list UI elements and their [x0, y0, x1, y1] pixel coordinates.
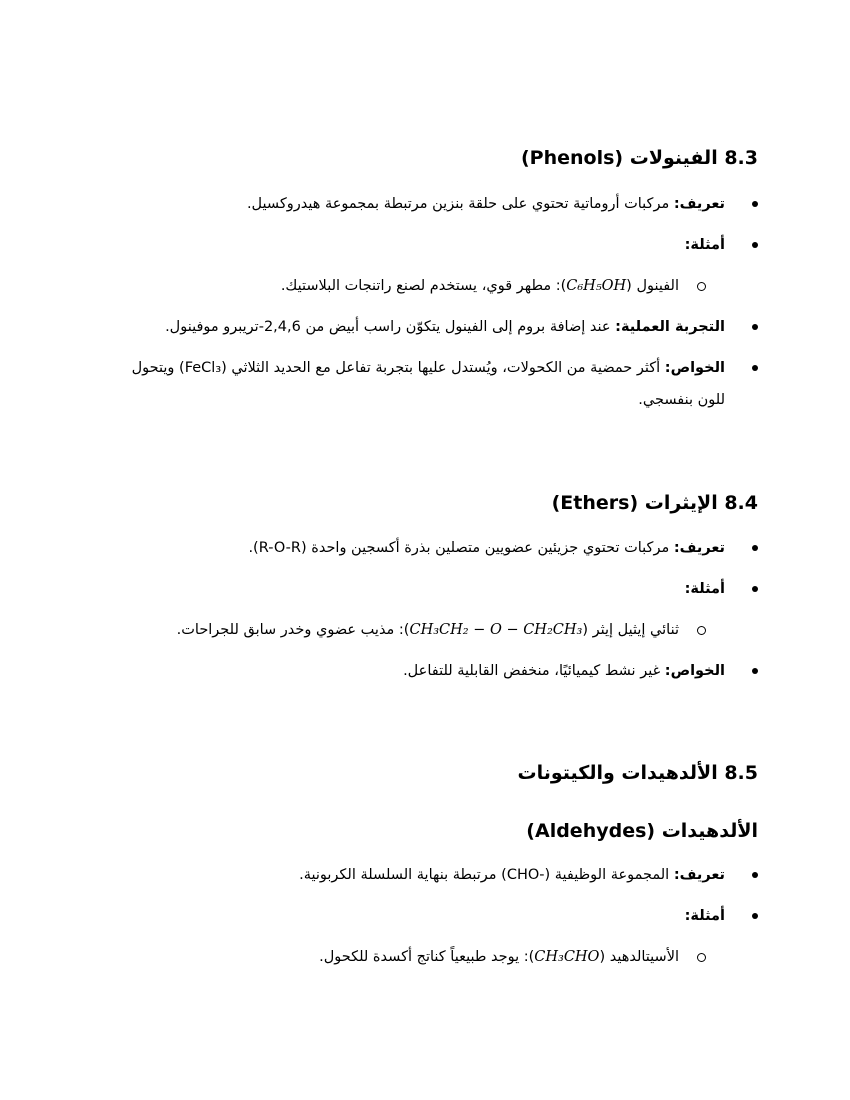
properties-text: غير نشط كيميائيًا، منخفض القابلية للتفاعل. [403, 663, 665, 679]
properties-label: الخواص: [664, 663, 725, 679]
bullet-icon [752, 586, 758, 592]
example-suffix: ): مذيب عضوي وخدر سابق للجراحات. [176, 622, 410, 638]
definition-text: مركبات أروماتية تحتوي على حلقة بنزين مرتبطة بمجموعة هيدروكسيل. [246, 196, 674, 212]
definition-label: تعريف: [673, 867, 725, 883]
sub-bullet-icon [697, 282, 706, 291]
bullet-icon [752, 913, 758, 919]
bullet-icon [752, 668, 758, 674]
examples-label: أمثلة: [684, 908, 725, 924]
properties-label: الخواص: [664, 360, 725, 376]
example-prefix: الفينول ( [626, 278, 679, 294]
bullet-icon [752, 545, 758, 551]
example-prefix: الأسيتالدهيد ( [599, 949, 679, 965]
properties-text: أكثر حمضية من الكحولات، ويُستدل عليها بتجربة تفاعل مع الحديد الثلاثي (FeCl₃) ويتحول للون بنفسجي. [131, 360, 725, 408]
acetaldehyde-formula: CH₃CHO [534, 949, 600, 965]
section-title-ethers: 8.4 الإيثرات (Ethers) [551, 492, 758, 514]
experiment-label: التجربة العملية: [615, 319, 725, 335]
example-suffix: ): مطهر قوي، يستخدم لصنع راتنجات البلاستيك. [280, 278, 567, 294]
sub-bullet-icon [697, 953, 706, 962]
experiment-text: عند إضافة بروم إلى الفينول يتكوّن راسب أبيض من 2,4,6-تريبرو موفينول. [165, 319, 616, 335]
section-title-aldehydes-ketones: 8.5 الألدهيدات والكيتونات [517, 762, 758, 784]
bullet-icon [752, 365, 758, 371]
definition-label: تعريف: [673, 540, 725, 556]
examples-label: أمثلة: [684, 581, 725, 597]
bullet-icon [752, 242, 758, 248]
definition-text: المجموعة الوظيفية (-CHO) مرتبطة بنهاية السلسلة الكربونية. [299, 867, 674, 883]
phenol-formula: C₆H₅OH [566, 278, 627, 294]
sub-bullet-icon [697, 626, 706, 635]
bullet-icon [752, 201, 758, 207]
bullet-icon [752, 324, 758, 330]
examples-label: أمثلة: [684, 237, 725, 253]
definition-text: مركبات تحتوي جزيئين عضويين متصلين بذرة أكسجين واحدة (R-O-R). [248, 540, 674, 556]
example-suffix: ): يوجد طبيعياً كناتج أكسدة للكحول. [319, 949, 535, 965]
section-title-phenols: 8.3 الفينولات (Phenols) [520, 147, 758, 169]
example-prefix: ثنائي إيثيل إيثر ( [582, 622, 679, 638]
definition-label: تعريف: [673, 196, 725, 212]
ether-formula: CH₃CH₂ − O − CH₂CH₃ [409, 622, 583, 638]
subsection-title-aldehydes: الألدهيدات (Aldehydes) [526, 820, 758, 842]
bullet-icon [752, 872, 758, 878]
